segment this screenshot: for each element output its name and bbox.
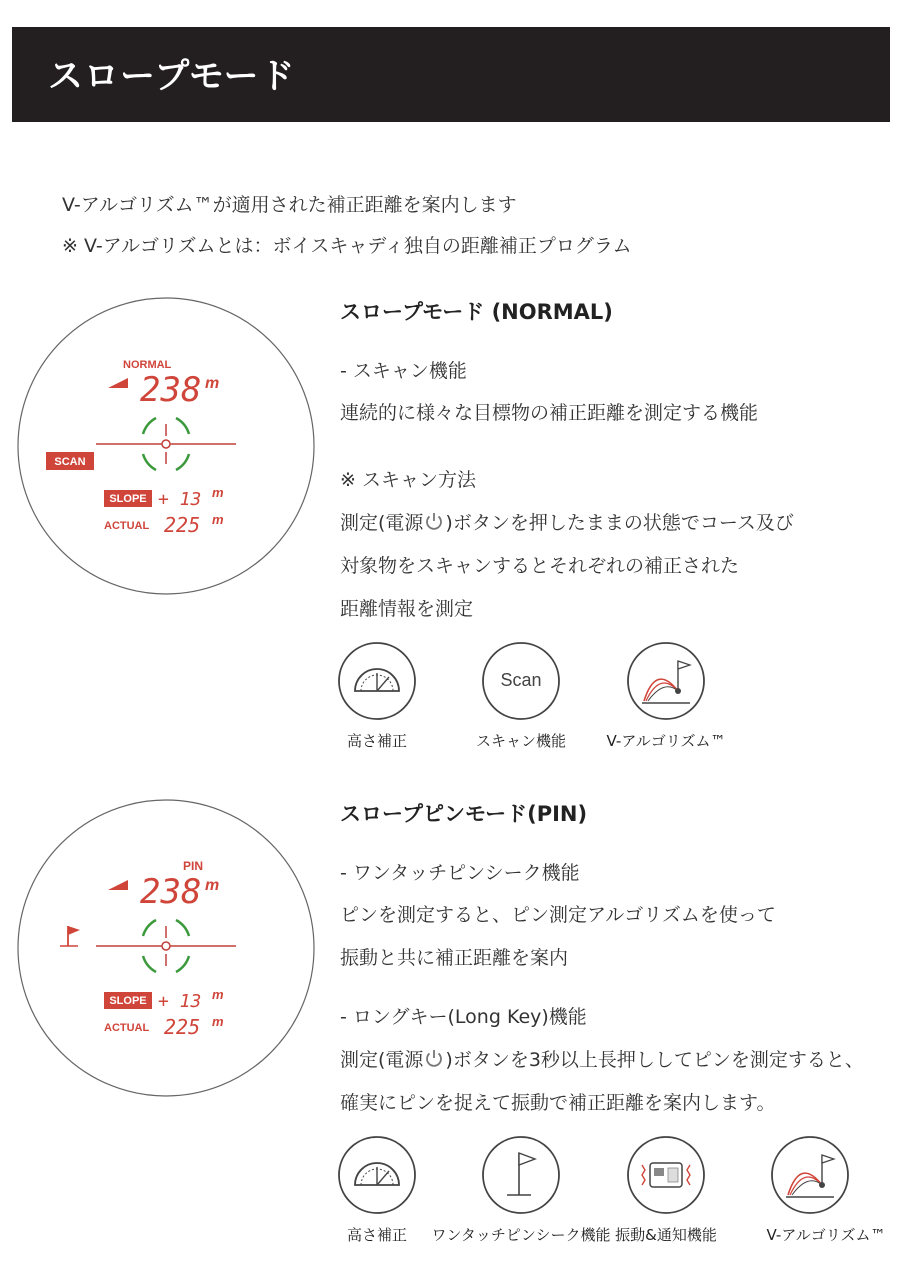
display-distance-unit: m [205,375,220,392]
slope-badge: SLOPE [109,995,147,1007]
normal-method-line-3: 距離情報を測定 [340,598,474,620]
normal-mode-display [16,296,316,596]
slope-unit: m [212,485,224,500]
normal-method-title: ※ スキャン方法 [340,469,476,491]
protractor-icon [337,641,417,721]
scan-badge: SCAN [54,456,86,468]
intro-line-1: V-アルゴリズム™が適用された補正距離を案内します [62,194,517,216]
actual-unit: m [212,512,224,527]
pin-desc-3a: 測定(電源 [340,1049,424,1071]
icon-label-height-correction: 高さ補正 [346,1226,407,1244]
icon-label-height-correction: 高さ補正 [346,732,407,750]
slope-unit: m [212,987,224,1002]
pin-desc-2: 振動と共に補正距離を案内 [340,947,569,969]
normal-method-line-1a: 測定(電源 [340,512,424,534]
pin-desc-4: 確実にピンを捉えて振動で補正距離を案内します。 [340,1092,776,1114]
icon-label-scan: スキャン機能 [475,732,566,750]
icon-label-v-algorithm: V-アルゴリズム™ [766,1226,886,1244]
pin-feature-2: - ロングキー(Long Key)機能 [340,1006,587,1028]
pin-desc-3 [340,1045,864,1072]
pin-desc-3b: )ボタンを3秒以上長押ししてピンを測定すると、 [445,1049,864,1071]
icon-label-v-algorithm: V-アルゴリズム™ [606,732,726,750]
slope-badge: SLOPE [109,493,147,505]
v-algorithm-icon [770,1135,850,1215]
actual-unit: m [212,1014,224,1029]
protractor-icon [337,1135,417,1215]
pin-flag-icon [481,1135,561,1215]
icon-label-vibration: 振動&通知機能 [615,1226,717,1244]
scan-icon [481,641,561,721]
slope-value: + 13 [158,489,202,510]
normal-feature: - スキャン機能 [340,360,467,382]
pin-feature-1: - ワンタッチピンシーク機能 [340,862,580,884]
icon-label-pin-seek: ワンタッチピンシーク機能 [431,1226,611,1244]
power-icon [423,510,445,532]
v-algorithm-icon [626,641,706,721]
header-bar [12,27,890,122]
normal-method-line-1 [340,508,794,535]
power-icon [423,1047,445,1069]
normal-method-line-2: 対象物をスキャンするとそれぞれの補正された [340,555,740,577]
display-distance-unit: m [205,877,220,894]
pin-mode-display [16,798,316,1098]
slope-value: + 13 [158,991,202,1012]
page-title: スロープモード [48,57,296,97]
actual-value: 225 [164,1015,201,1039]
normal-section-title: スロープモード (NORMAL) [340,300,613,324]
scan-icon-text: Scan [500,670,542,690]
intro-line-2: ※ V-アルゴリズムとは：ボイスキャディ独自の距離補正プログラム [62,235,632,257]
actual-label: ACTUAL [104,1022,150,1034]
actual-value: 225 [164,513,201,537]
pin-desc-1: ピンを測定すると、ピン測定アルゴリズムを使って [340,904,776,926]
display-distance: 238 [140,370,202,410]
vibration-icon [626,1135,706,1215]
display-mode-label: NORMAL [123,359,172,371]
pin-section-title: スロープピンモード(PIN) [340,802,588,826]
display-mode-label: PIN [183,859,204,873]
display-distance: 238 [140,872,202,912]
normal-desc: 連続的に様々な目標物の補正距離を測定する機能 [340,402,759,424]
actual-label: ACTUAL [104,520,150,532]
normal-method-line-1b: )ボタンを押したままの状態でコース及び [445,512,794,534]
